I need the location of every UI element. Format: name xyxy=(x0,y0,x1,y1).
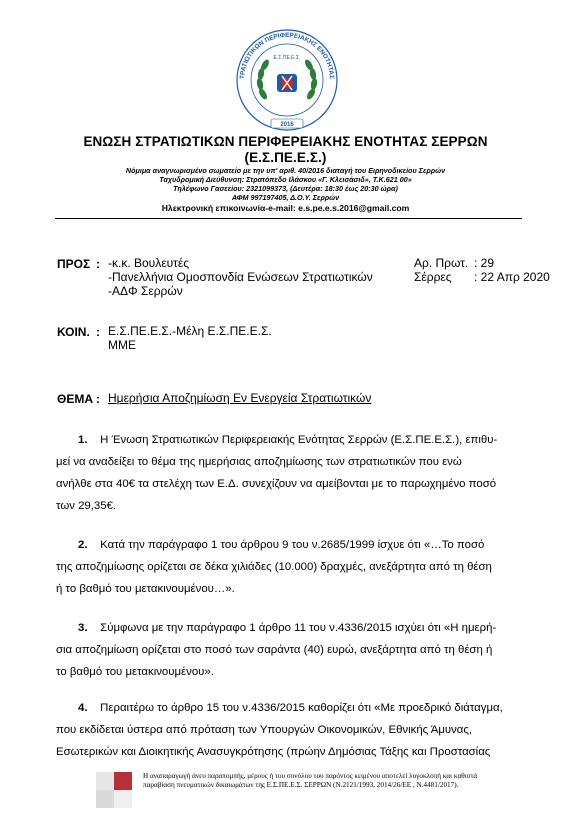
footer-decor-box xyxy=(114,790,132,808)
paragraph-1 xyxy=(56,429,528,517)
subject-text: Ημερήσια Αποζημίωση Εν Ενεργεία Στρατιωτικών xyxy=(108,391,372,405)
to-recipient: -κ.κ. Βουλευτές xyxy=(108,256,190,270)
paragraph-line: Σύμφωνα με την παράγραφο 1 άρθρο 11 του ν.4336/2015 ισχύει ότι «Η ημερή- xyxy=(100,622,497,634)
phone-line: Τηλέφωνο Γασεείου: 2321099373, (Δευτέρα: 18:30 έως 20:30 ώρα) xyxy=(173,184,398,193)
paragraph-line: Εσωτερικών και Διοικητικής Ανασυγκρότησης (πρώην Δημόσιας Τάξης και Προστασίας xyxy=(56,746,491,758)
date-place-label: Σέρρες xyxy=(414,270,452,284)
paragraph-number: 1. xyxy=(78,434,88,446)
postal-address-line: Ταχυδρομική Διεύθυνση: Στρατόπεδο Ιλάσκου «Γ. Κλεισάσιδ», Τ.Κ.621 00» xyxy=(159,175,412,184)
paragraph-line: μεί να αναδείξει το θέμα της ημερήσιας αποζημίωσης των στρατιωτικών που ενώ xyxy=(56,456,462,468)
to-label: ΠΡΟΣ xyxy=(57,257,91,271)
paragraph-line: σια αποζημίωση ορίζεται στο ποσό των σαράντα (40) ευρώ, ανεξάρτητα από τη θέση ή xyxy=(56,644,493,656)
paragraph-line: Κατά την παράγραφο 1 του άρθρου 9 του ν.2685/1999 ίσχυε ότι «…Το ποσό xyxy=(100,539,485,551)
paragraph-2 xyxy=(56,534,528,600)
logo-abbr: Ε.Σ.ΠΕ.Ε.Σ. xyxy=(273,55,301,61)
svg-text:ΕΝΩΣΗ ΣΤΡΑΤΙΩΤΙΚΩΝ ΠΕΡΙΦΕΡΕΙΑΚ xyxy=(222,24,335,81)
paragraph-line: των 29,35€. xyxy=(56,500,117,512)
paragraph-line: ανήλθε στα 40€ τα στελέχη των Ε.Δ. συνεχίζουν να αμείβονται με το παρωχημένο ποσό xyxy=(56,478,497,490)
email-line: Ηλεκτρονική επικοινωνία-e-mail: e.s.pe.e.s.2016@gmail.com xyxy=(161,203,410,213)
paragraph-line: Περαιτέρω το άρθρο 15 του ν.4336/2015 καθορίζει ότι «Με προεδρικό διάταγμα, xyxy=(100,702,503,714)
tax-id-line: ΑΦΜ 997197405, Δ.Ο.Υ. Σερρών xyxy=(231,193,340,202)
document-date: : 22 Απρ 2020 xyxy=(474,270,550,284)
cc-recipient: Ε.Σ.ΠΕ.Ε.Σ.-Μέλη Ε.Σ.ΠΕ.Ε.Σ. xyxy=(108,324,272,338)
organization-title: ΕΝΩΣΗ ΣΤΡΑΤΙΩΤΙΚΩΝ ΠΕΡΙΦΕΡΕΙΑΚΗΣ ΕΝΟΤΗΤΑΣ ΣΕΡΡΩΝ xyxy=(83,134,488,149)
protocol-number-label: Αρ. Πρωτ. xyxy=(414,256,469,270)
logo-year: 2016 xyxy=(280,122,294,128)
paragraph-line: Η Ένωση Στρατιωτικών Περιφερειακής Ενότητας Σερρών (Ε.Σ.ΠΕ.Ε.Σ.), επιθυ- xyxy=(100,434,498,446)
paragraph-line: ή το βαθμό του μετακινουμένου…». xyxy=(56,583,235,595)
paragraph-line: το βαθμό του μετακινουμένου». xyxy=(56,666,214,678)
header-divider xyxy=(55,218,522,219)
logo-ring-text: ΤΡΑΤΙΩΤΙΚΩΝ ΠΕΡΙΦΕΡΕΙΑΚΗΣ ΕΝΟΤΗΤΑΣ xyxy=(238,31,336,80)
subject-label: ΘΕΜΑ xyxy=(57,392,93,406)
paragraph-number: 2. xyxy=(78,539,88,551)
to-recipient: -Πανελλήνια Ομοσπονδία Ενώσεων Στρατιωτικών xyxy=(108,270,373,284)
copyright-notice-line: Η αναπαραγωγή άνευ παραπομπής, μέρους ή του συνόλου του παρόντος κειμένου αποτελεί λογοκλοπή και καθιστά xyxy=(143,772,478,780)
paragraph-number: 3. xyxy=(78,622,88,634)
subject-colon: : xyxy=(96,392,100,406)
organization-abbreviation: (Ε.Σ.ΠΕ.Ε.Σ.) xyxy=(244,150,327,165)
paragraph-line: που εκδίδεται ύστερα από πρόταση των Υπουργών Οικονομικών, Εθνικής Άμυνας, xyxy=(56,724,473,736)
footer-decor-box xyxy=(96,790,114,808)
paragraph-line: της αποζημίωσης ορίζεται σε δέκα χιλιάδες (10.000) δραχμές, ανεξάρτητα από τη θέση xyxy=(56,561,492,573)
cc-colon: : xyxy=(96,325,100,339)
to-recipient: -ΑΔΦ Σερρών xyxy=(108,284,183,298)
copyright-notice-line: παραβίαση πνευματικών δικαιωμάτων της Ε.Σ.ΠΕ.Ε.Σ. ΣΕΡΡΩΝ (Ν.2121/1993, 2014/26/ΕΕ , Ν.4481/2017). xyxy=(143,781,459,789)
to-colon: : xyxy=(96,257,100,271)
cc-label: ΚΟΙΝ. xyxy=(57,325,90,339)
footer-decor-box xyxy=(114,772,132,790)
footer-decor-box xyxy=(96,772,114,790)
paragraph-3 xyxy=(56,617,528,683)
protocol-number-value: : 29 xyxy=(474,256,495,270)
paragraph-number: 4. xyxy=(78,702,88,714)
logo-emblem-icon xyxy=(222,24,352,132)
association-logo xyxy=(222,24,352,132)
legal-recognition-line: Νόμιμα αναγνωρισμένο σωματείο με την υπ' αριθ. 40/2016 διαταγή του Ειρηνοδικείου Σερρών xyxy=(125,166,446,175)
paragraph-4 xyxy=(56,697,528,763)
cc-recipient: ΜΜΕ xyxy=(108,338,136,352)
